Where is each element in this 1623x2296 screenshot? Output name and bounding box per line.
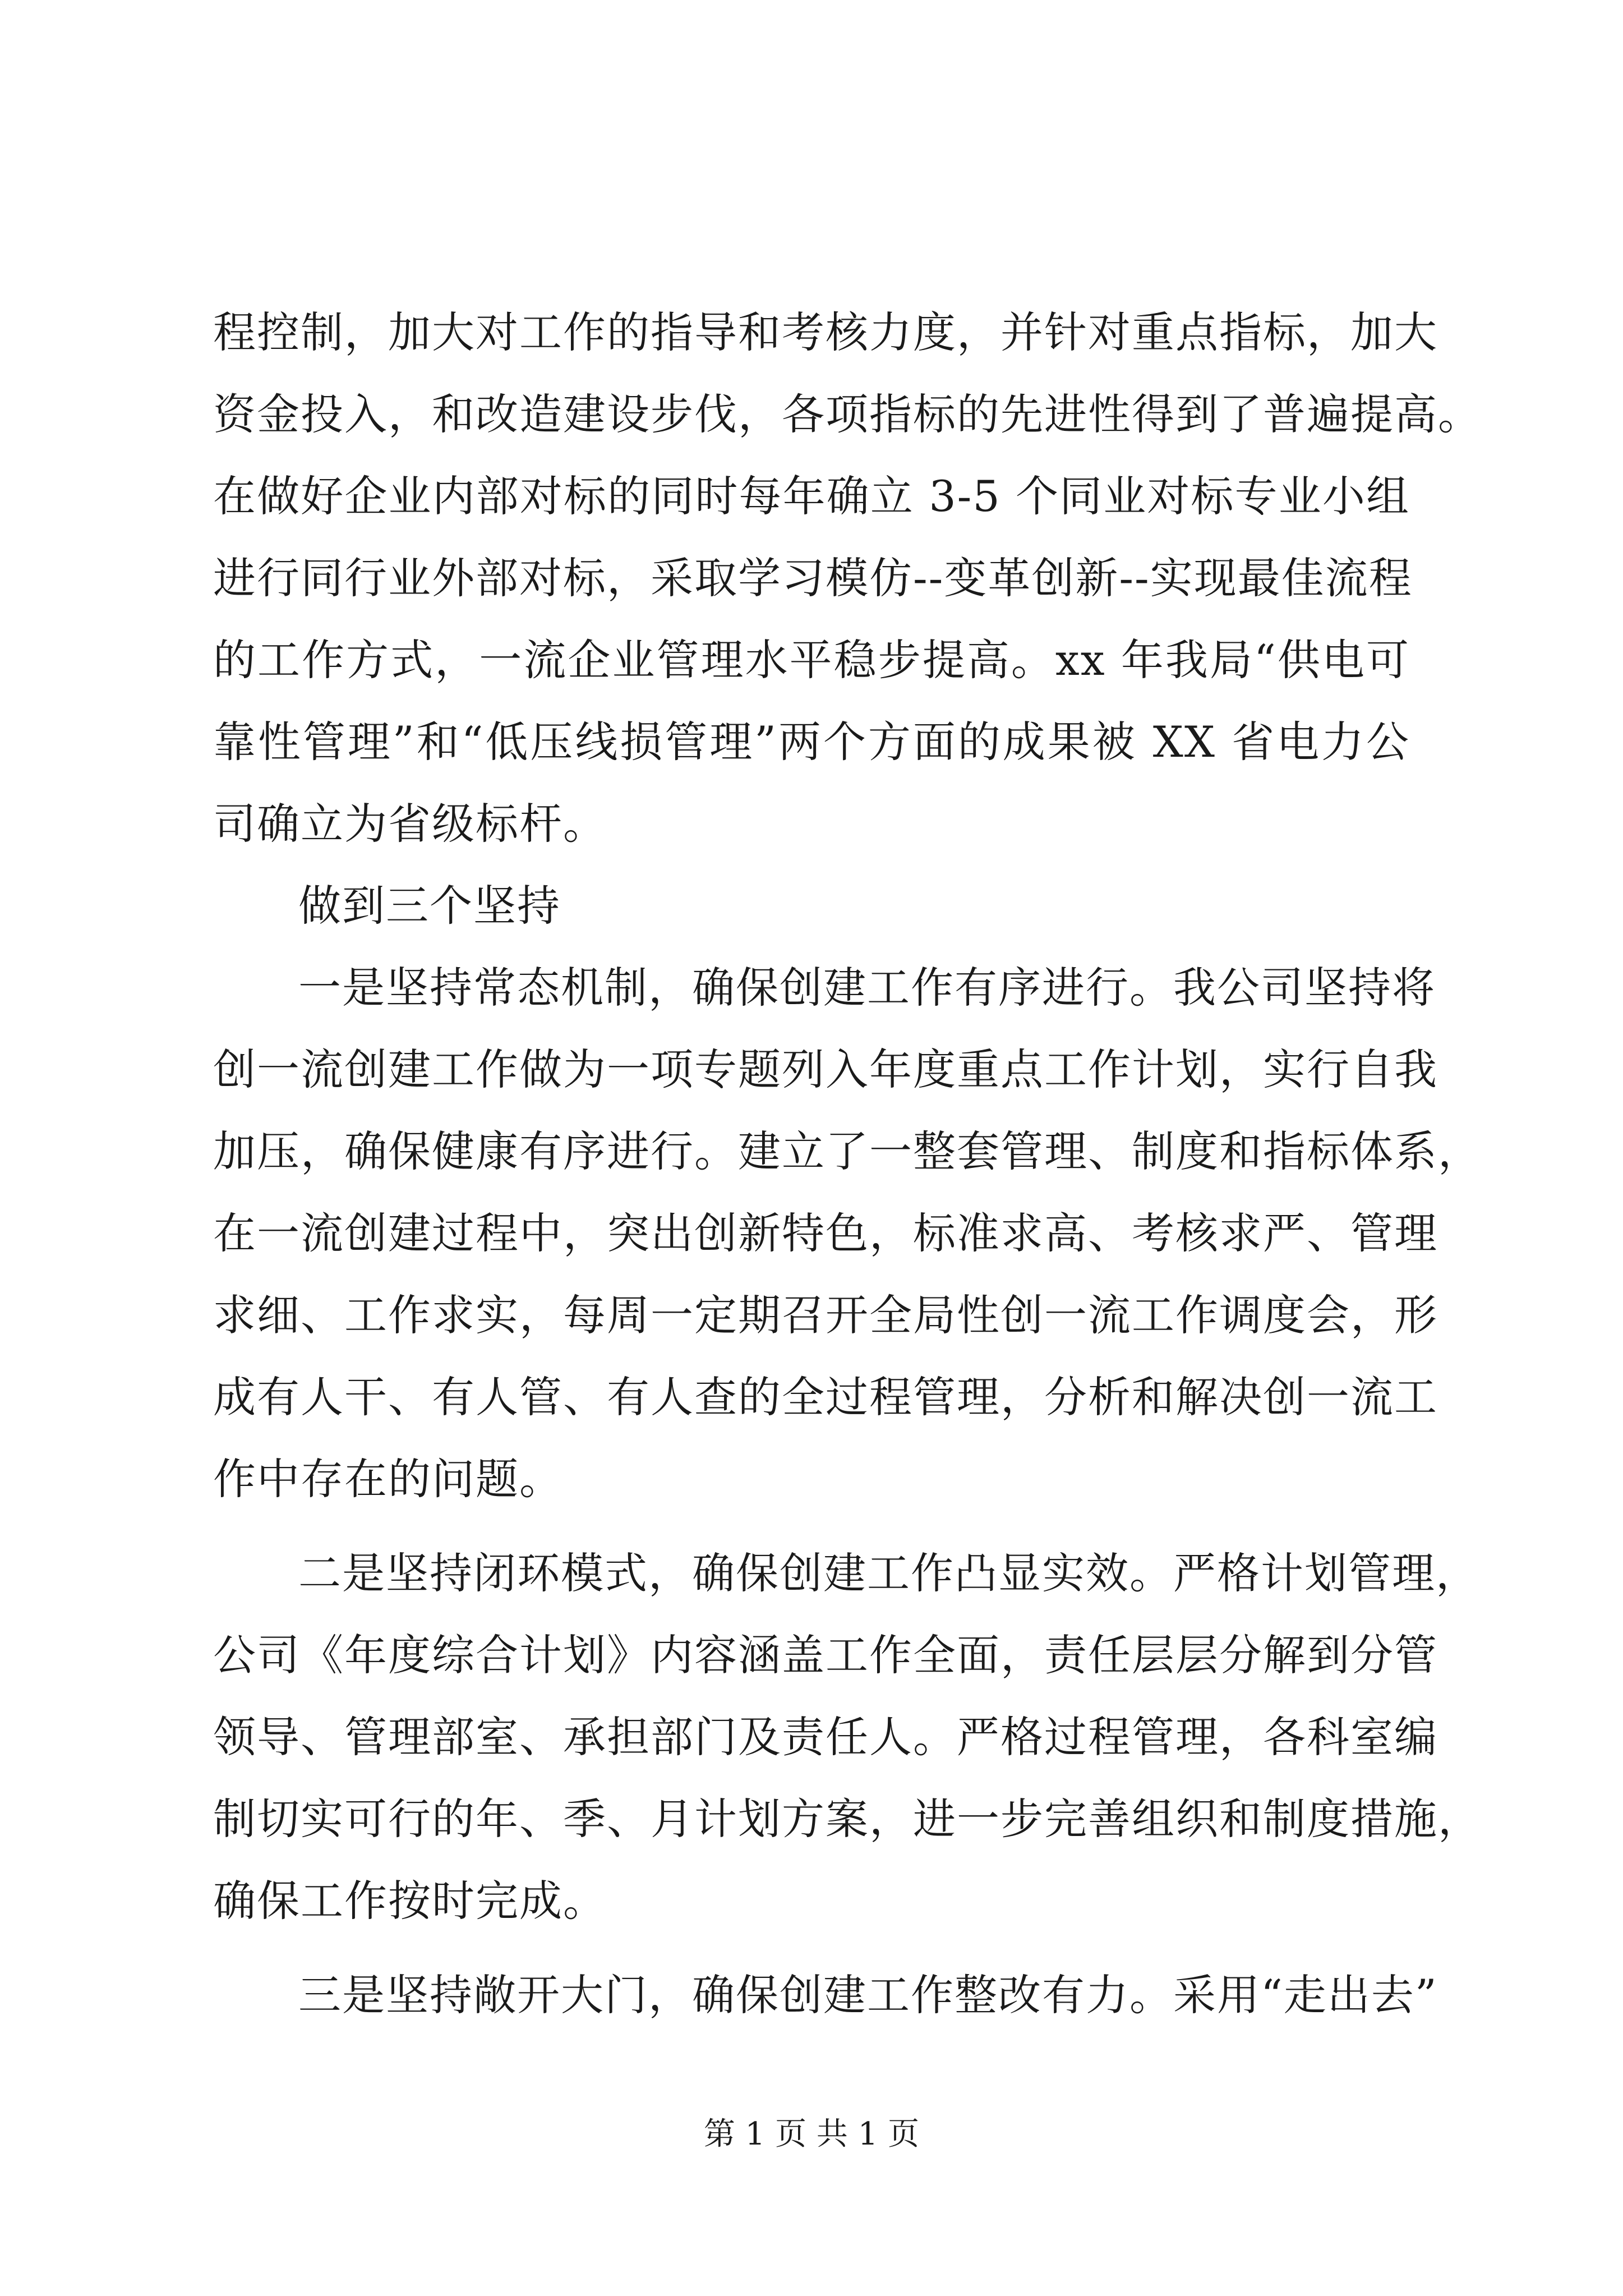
text-line: 程控制，加大对工作的指导和考核力度，并针对重点指标，加大: [213, 307, 1438, 357]
text-line: 加压，确保健康有序进行。建立了一整套管理、制度和指标体系，: [213, 1126, 1482, 1176]
text-line: 制切实可行的年、季、月计划方案，进一步完善组织和制度措施，: [213, 1794, 1482, 1844]
text-line: 创一流创建工作做为一项专题列入年度重点工作计划，实行自我: [213, 1045, 1438, 1094]
text-line: 求细、工作求实，每周一定期召开全局性创一流工作调度会，形: [213, 1290, 1438, 1340]
page-footer: [0, 2115, 1623, 2154]
text-line: 靠性管理”和“低压线损管理”两个方面的成果被 XX 省电力公: [213, 717, 1410, 767]
text-line: 的工作方式，一流企业管理水平稳步提高。xx 年我局“供电可: [213, 635, 1410, 685]
document-body: [213, 292, 1482, 2036]
page-number: 第 1 页 共 1 页: [703, 2116, 920, 2152]
text-line: 进行同行业外部对标，采取学习模仿--变革创新--实现最佳流程: [213, 553, 1413, 603]
text-line: 确保工作按时完成。: [213, 1876, 607, 1926]
text-line: 司确立为省级标杆。: [213, 799, 607, 849]
text-line: 作中存在的问题。: [213, 1454, 563, 1504]
text-line: 一是坚持常态机制，确保创建工作有序进行。我公司坚持将: [298, 963, 1436, 1013]
text-line: 公司《年度综合计划》内容涵盖工作全面，责任层层分解到分管: [213, 1630, 1438, 1680]
text-line: 二是坚持闭环模式，确保创建工作凸显实效。严格计划管理，: [298, 1548, 1479, 1598]
text-line: 领导、管理部室、承担部门及责任人。严格过程管理，各科室编: [213, 1712, 1438, 1762]
text-line: 成有人干、有人管、有人查的全过程管理，分析和解决创一流工: [213, 1372, 1438, 1422]
section-heading: 做到三个坚持: [298, 881, 561, 931]
text-line: 三是坚持敞开大门，确保创建工作整改有力。采用“走出去”: [298, 1970, 1438, 2020]
text-line: 在一流创建过程中，突出创新特色，标准求高、考核求严、管理: [213, 1208, 1438, 1258]
text-line: 在做好企业内部对标的同时每年确立 3-5 个同业对标专业小组: [213, 471, 1410, 521]
text-line: 资金投入，和改造建设步伐，各项指标的先进性得到了普遍提高。: [213, 389, 1482, 439]
